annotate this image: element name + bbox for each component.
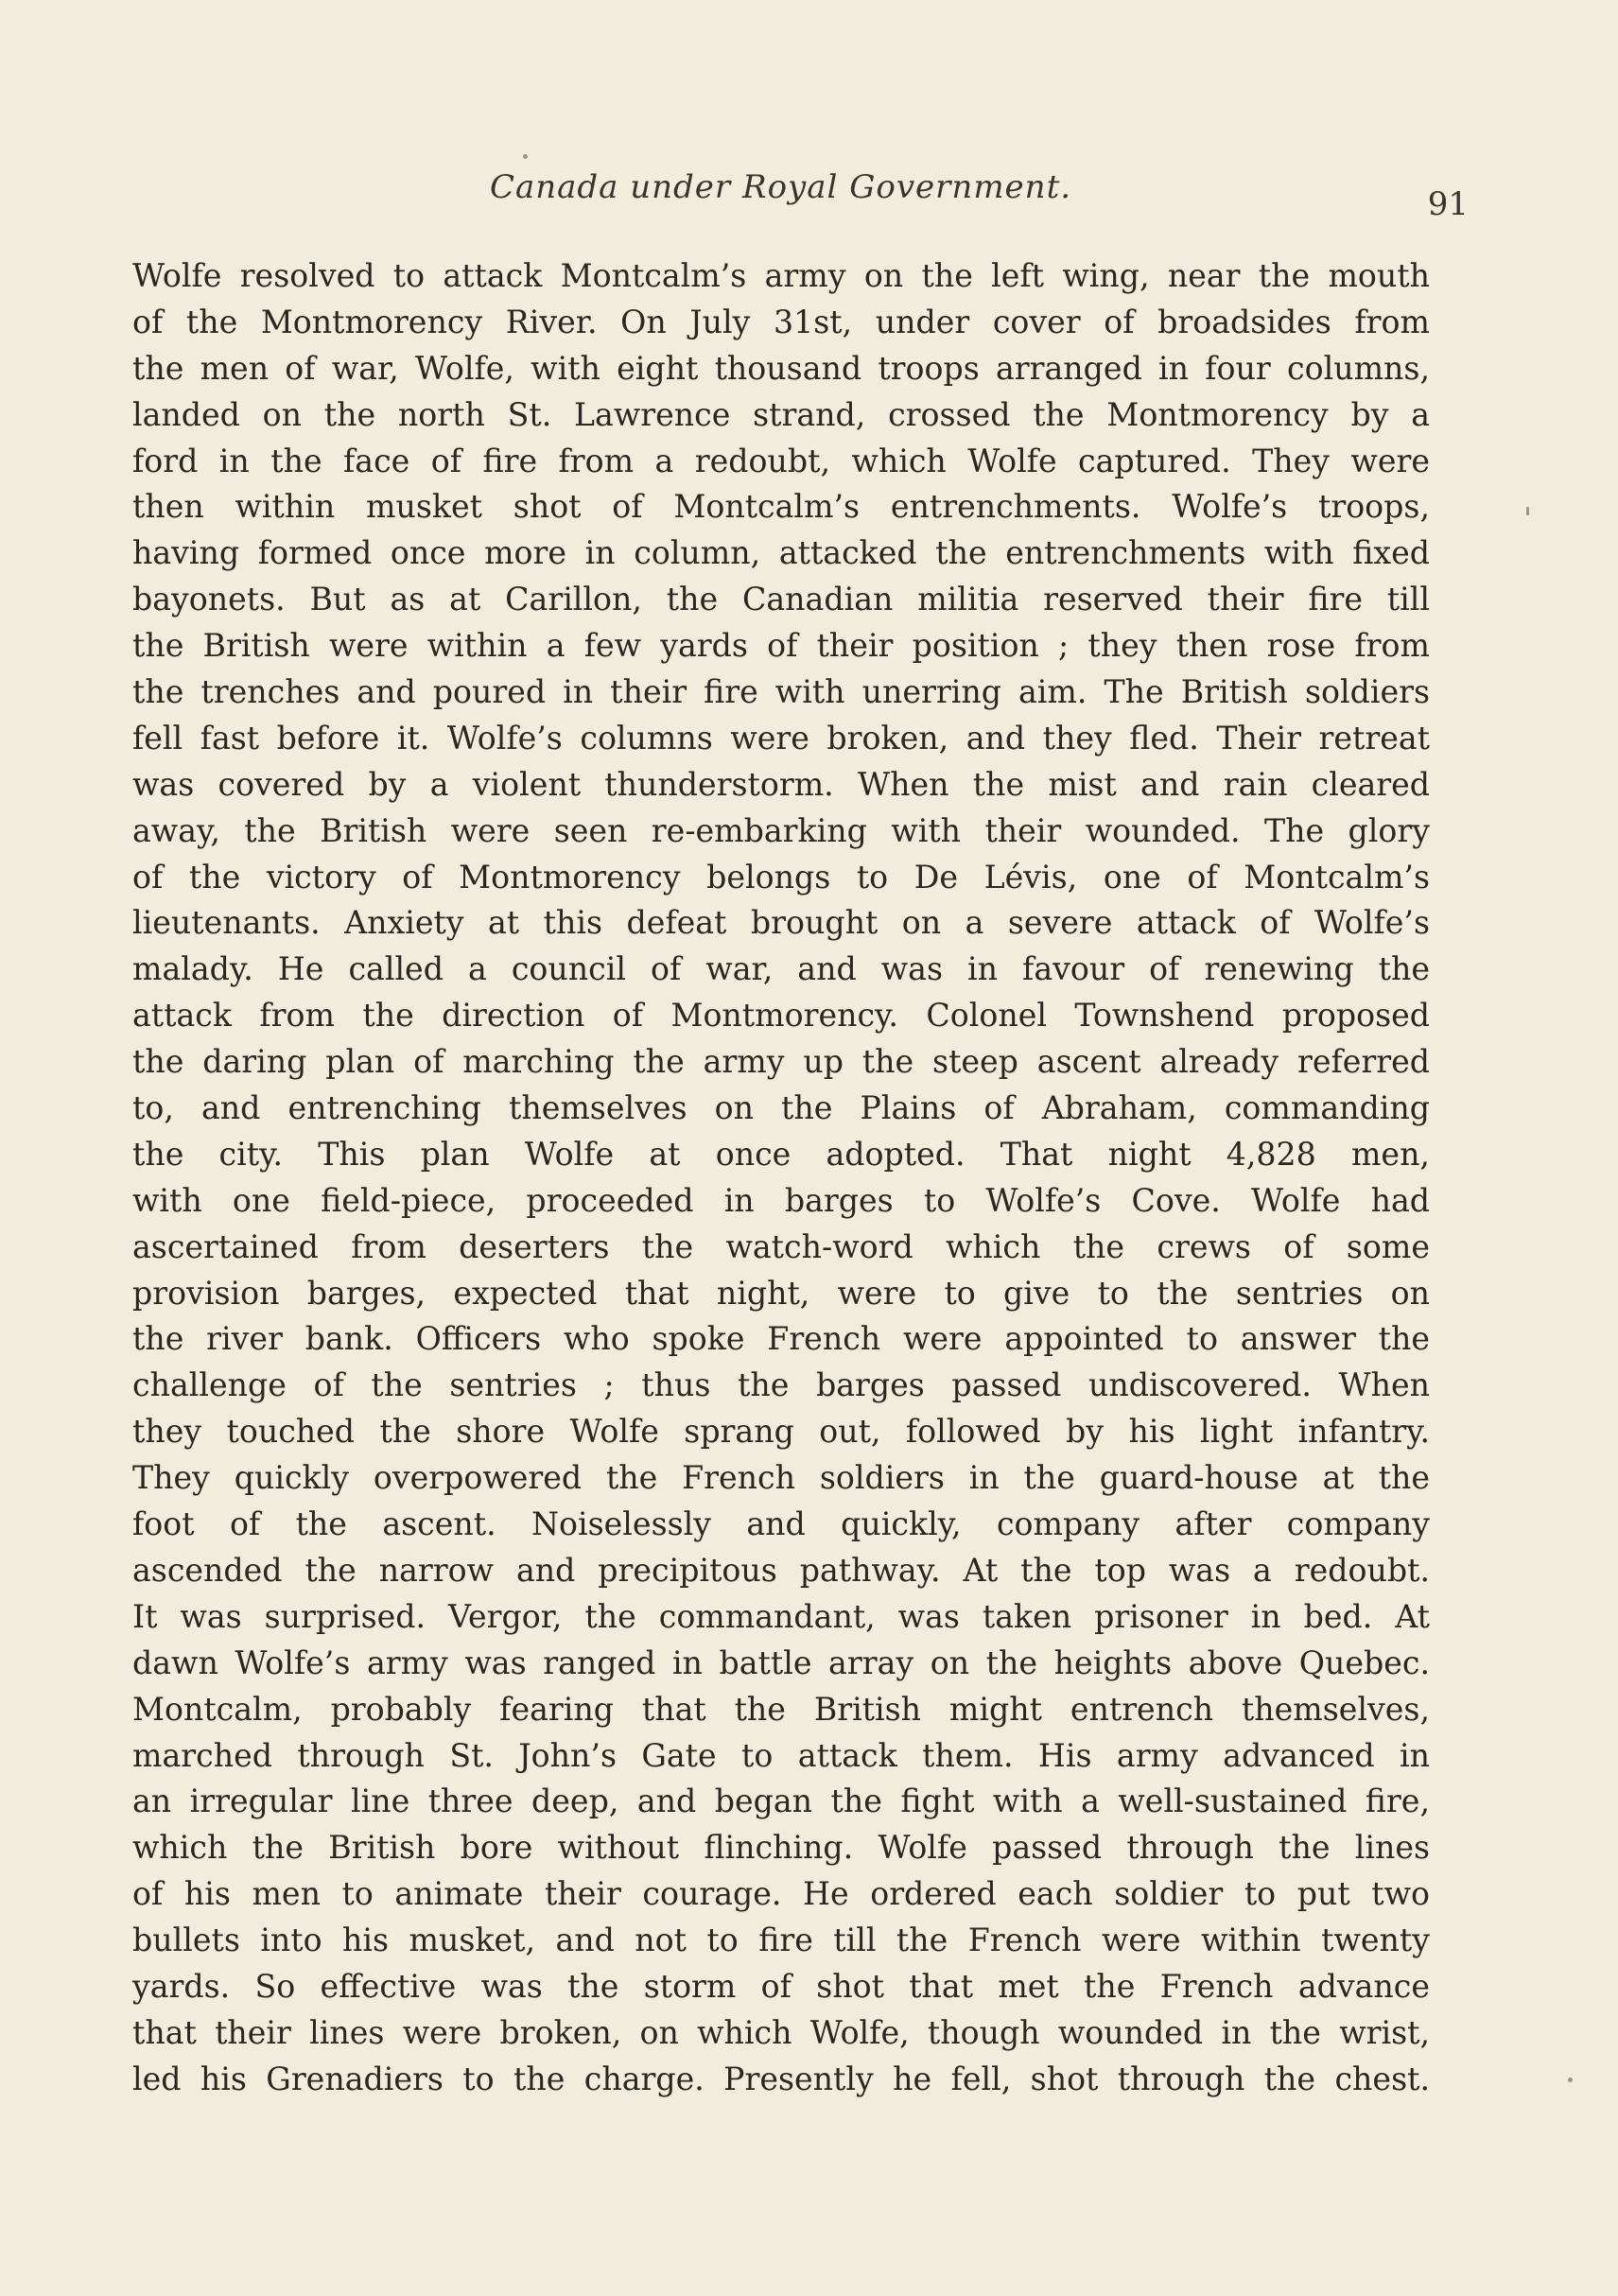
text-line: bullets into his musket, and not to fire till the French were within twenty — [132, 1922, 1430, 1959]
text-line: was covered by a violent thunderstorm. When the mist and rain cleared — [132, 765, 1430, 803]
text-line: ford in the face of fire from a redoubt, which Wolfe captured. They were — [132, 442, 1430, 479]
text-line: malady. He called a council of war, and was in favour of renewing the — [132, 950, 1430, 988]
text-line: marched through St. John’s Gate to attack them. His army advanced in — [132, 1736, 1430, 1774]
text-line: provision barges, expected that night, were to give to the sentries on — [132, 1274, 1430, 1312]
text-line: yards. So effective was the storm of shot that met the French advance — [132, 1967, 1430, 2005]
text-line: the daring plan of marching the army up the steep ascent already referred — [132, 1043, 1430, 1081]
text-line: foot of the ascent. Noiselessly and quickly, company after company — [132, 1505, 1430, 1543]
text-line: bayonets. But as at Carillon, the Canadian militia reserved their fire till — [132, 581, 1430, 618]
text-line: that their lines were broken, on which Wolfe, though wounded in the wrist, — [132, 2013, 1430, 2051]
body-paragraph — [132, 253, 1430, 2103]
text-line: an irregular line three deep, and began the fight with a well-sustained fire, — [132, 1783, 1430, 1820]
text-line: which the British bore without flinching. Wolfe passed through the lines — [132, 1829, 1430, 1867]
page-number: 91 — [1427, 185, 1469, 223]
text-line: of his men to animate their courage. He ordered each soldier to put two — [132, 1875, 1430, 1913]
text-line: dawn Wolfe’s army was ranged in battle array on the heights above Quebec. — [132, 1644, 1430, 1681]
text-line: It was surprised. Vergor, the commandant, was taken prisoner in bed. At — [132, 1597, 1430, 1635]
text-line: of the Montmorency River. On July 31st, under cover of broadsides from — [132, 303, 1430, 340]
text-line: led his Grenadiers to the charge. Presently he fell, shot through the chest. — [132, 2060, 1430, 2097]
text-line: to, and entrenching themselves on the Plains of Abraham, commanding — [132, 1089, 1430, 1127]
text-line: They quickly overpowered the French soldiers in the guard-house at the — [132, 1459, 1430, 1497]
ink-speck — [1526, 507, 1529, 515]
text-line: ascertained from deserters the watch-word which the crews of some — [132, 1227, 1430, 1265]
text-line: then within musket shot of Montcalm’s entrenchments. Wolfe’s troops, — [132, 488, 1430, 526]
text-line: the British were within a few yards of their position ; they then rose from — [132, 627, 1430, 665]
text-line: Wolfe resolved to attack Montcalm’s army on the left wing, near the mouth — [132, 257, 1430, 294]
text-line: Montcalm, probably fearing that the British might entrench themselves, — [132, 1690, 1430, 1728]
text-line: of the victory of Montmorency belongs to De Lévis, one of Montcalm’s — [132, 858, 1430, 896]
text-line: lieutenants. Anxiety at this defeat brought on a severe attack of Wolfe’s — [132, 904, 1430, 942]
text-line: the men of war, Wolfe, with eight thousand troops arranged in four columns, — [132, 349, 1430, 387]
text-line: having formed once more in column, attacked the entrenchments with fixed — [132, 534, 1430, 572]
running-title: Canada under Royal Government. — [489, 168, 1072, 206]
text-line: away, the British were seen re-embarking with their wounded. The glory — [132, 811, 1430, 849]
text-line: attack from the direction of Montmorency. Colonel Townshend proposed — [132, 997, 1430, 1035]
text-line: the trenches and poured in their fire with unerring aim. The British soldiers — [132, 673, 1430, 711]
text-line: challenge of the sentries ; thus the barges passed undiscovered. When — [132, 1366, 1430, 1404]
text-line: the city. This plan Wolfe at once adopted. That night 4,828 men, — [132, 1135, 1430, 1173]
text-line: fell fast before it. Wolfe’s columns were broken, and they fled. Their retreat — [132, 719, 1430, 757]
text-line: landed on the north St. Lawrence strand, crossed the Montmorency by a — [132, 395, 1430, 433]
running-head — [132, 168, 1469, 225]
ink-speck — [523, 154, 528, 159]
text-line: they touched the shore Wolfe sprang out, followed by his light infantry. — [132, 1413, 1430, 1451]
text-line: ascended the narrow and precipitous pathway. At the top was a redoubt. — [132, 1551, 1430, 1589]
ink-speck — [1568, 2078, 1573, 2082]
text-line: with one field-piece, proceeded in barges to Wolfe’s Cove. Wolfe had — [132, 1181, 1430, 1219]
text-line: the river bank. Officers who spoke French were appointed to answer the — [132, 1320, 1430, 1358]
